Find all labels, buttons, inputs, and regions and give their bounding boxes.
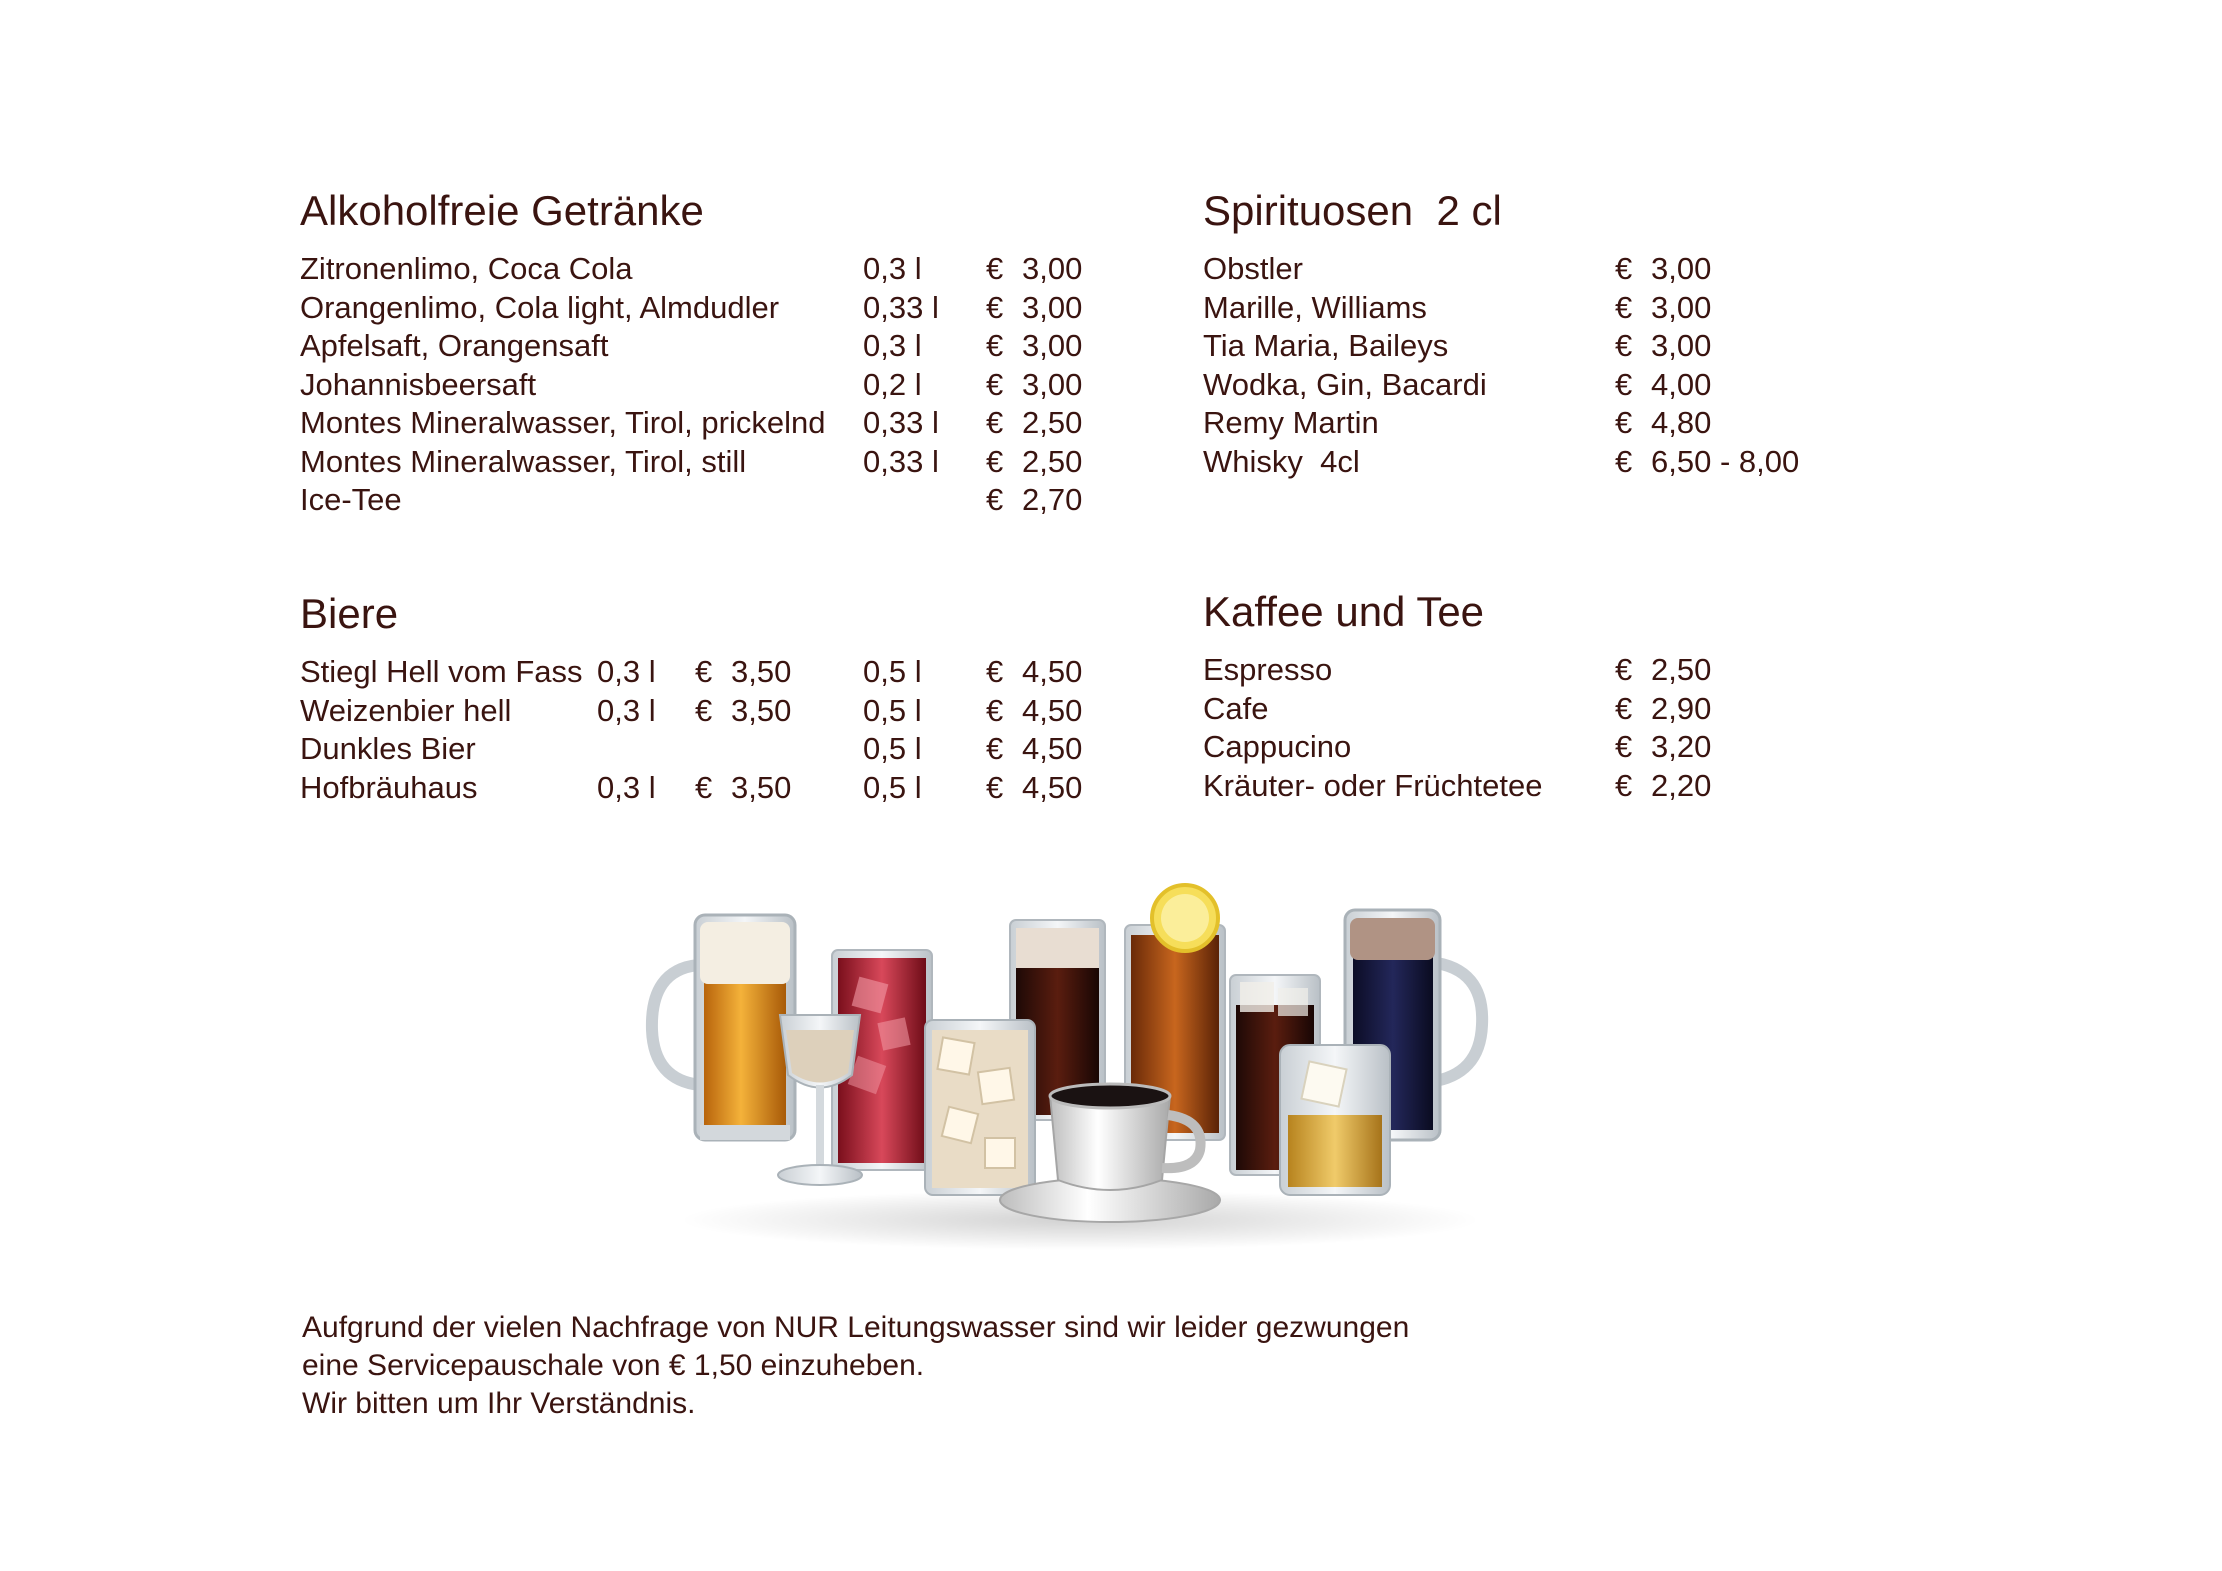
currency-symbol: € xyxy=(1615,251,1633,286)
menu-item xyxy=(1203,767,1923,806)
price-value: 2,50 xyxy=(1651,652,1712,687)
section-title-spirits: Spirituosen 2 cl xyxy=(1203,187,1502,234)
currency-symbol: € xyxy=(986,731,1004,766)
price-value: 2,90 xyxy=(1651,690,1712,726)
menu-item xyxy=(300,366,1100,405)
item-size-large: 0,5 l xyxy=(863,769,922,805)
item-price-small xyxy=(695,730,731,769)
item-price-small xyxy=(695,653,791,692)
drinks-illustration xyxy=(640,870,1520,1250)
item-name: Apfelsaft, Orangensaft xyxy=(300,328,609,363)
price-value: 4,50 xyxy=(1022,769,1083,805)
currency-symbol: € xyxy=(1615,405,1633,440)
price-value: 3,00 xyxy=(1651,251,1712,286)
item-price xyxy=(1615,289,1711,328)
item-price xyxy=(1615,651,1711,690)
item-price xyxy=(1615,366,1711,405)
price-value: 3,00 xyxy=(1651,289,1712,325)
item-name: Cafe xyxy=(1203,690,1269,726)
item-price xyxy=(986,327,1082,366)
item-price xyxy=(986,366,1082,405)
item-price-small xyxy=(695,692,791,731)
section-coffee-tea xyxy=(1203,588,1923,805)
beer-mug-icon xyxy=(652,915,795,1140)
currency-symbol: € xyxy=(986,769,1004,805)
note-line: Wir bitten um Ihr Verständnis. xyxy=(302,1387,696,1420)
item-price xyxy=(986,250,1082,289)
menu-item xyxy=(1203,651,1923,690)
item-size-small: 0,3 l xyxy=(597,769,656,805)
item-size: 0,2 l xyxy=(863,366,922,402)
currency-symbol: € xyxy=(695,692,713,728)
item-name: Remy Martin xyxy=(1203,405,1379,440)
item-price xyxy=(1615,690,1711,729)
note-line: Aufgrund der vielen Nachfrage von NUR Leitungswasser sind wir leider gezwungen xyxy=(302,1311,1410,1344)
price-value: 3,00 xyxy=(1022,328,1083,363)
price-value: 2,70 xyxy=(1022,482,1083,517)
currency-symbol: € xyxy=(986,443,1004,479)
item-size: 0,3 l xyxy=(863,328,922,363)
menu-item xyxy=(1203,404,1923,443)
item-price-large xyxy=(986,730,1082,769)
item-price-small xyxy=(695,769,791,808)
currency-symbol: € xyxy=(1615,767,1633,803)
item-name: Johannisbeersaft xyxy=(300,366,537,402)
item-price xyxy=(1615,443,1799,482)
price-value: 2,50 xyxy=(1022,443,1083,479)
section-spirits xyxy=(1203,187,1923,481)
price-value: 2,50 xyxy=(1022,405,1083,440)
section-beers xyxy=(300,590,1100,807)
price-value: 4,50 xyxy=(1022,654,1083,689)
item-price-large xyxy=(986,692,1082,731)
menu-item xyxy=(1203,690,1923,729)
item-size: 0,33 l xyxy=(863,405,939,440)
menu-item xyxy=(1203,327,1923,366)
currency-symbol: € xyxy=(986,328,1004,363)
item-price xyxy=(1615,767,1711,806)
item-price-large xyxy=(986,769,1082,808)
currency-symbol: € xyxy=(986,692,1004,728)
item-name: Espresso xyxy=(1203,652,1333,687)
item-size-small: 0,3 l xyxy=(597,654,656,689)
menu-item xyxy=(300,769,1100,808)
currency-symbol: € xyxy=(986,251,1004,286)
price-value: 4,80 xyxy=(1651,405,1712,440)
currency-symbol: € xyxy=(695,769,713,805)
item-price xyxy=(986,443,1082,482)
item-name: Hofbräuhaus xyxy=(300,769,478,805)
item-size-small: 0,3 l xyxy=(597,692,656,728)
menu-item xyxy=(1203,366,1923,405)
item-name: Montes Mineralwasser, Tirol, still xyxy=(300,443,747,479)
item-price xyxy=(986,404,1082,443)
menu-item xyxy=(300,692,1100,731)
menu-item xyxy=(300,443,1100,482)
price-value: 3,50 xyxy=(731,769,792,805)
price-value: 3,50 xyxy=(731,654,792,689)
currency-symbol: € xyxy=(986,654,1004,689)
menu-item xyxy=(300,289,1100,328)
menu-item xyxy=(300,250,1100,289)
item-size-large: 0,5 l xyxy=(863,654,922,689)
item-name: Whisky 4cl xyxy=(1203,443,1360,479)
item-name: Obstler xyxy=(1203,251,1303,286)
currency-symbol: € xyxy=(1615,443,1633,479)
item-name: Montes Mineralwasser, Tirol, prickelnd xyxy=(300,405,826,440)
price-value: 6,50 - 8,00 xyxy=(1651,443,1800,479)
menu-item xyxy=(300,404,1100,443)
currency-symbol: € xyxy=(986,482,1004,517)
section-title-beers: Biere xyxy=(300,590,399,637)
currency-symbol: € xyxy=(1615,690,1633,726)
currency-symbol: € xyxy=(695,654,713,689)
section-title-soft-drinks: Alkoholfreie Getränke xyxy=(300,187,704,234)
item-name: Orangenlimo, Cola light, Almdudler xyxy=(300,289,780,325)
currency-symbol: € xyxy=(986,289,1004,325)
item-name: Weizenbier hell xyxy=(300,692,512,728)
item-name: Tia Maria, Baileys xyxy=(1203,328,1449,363)
item-name: Cappucino xyxy=(1203,729,1352,764)
item-price xyxy=(1615,404,1711,443)
item-name: Kräuter- oder Früchtetee xyxy=(1203,767,1543,803)
item-price xyxy=(1615,250,1711,289)
price-value: 4,50 xyxy=(1022,692,1083,728)
item-size: 0,3 l xyxy=(863,251,922,286)
currency-symbol: € xyxy=(1615,729,1633,764)
price-value: 3,20 xyxy=(1651,729,1712,764)
item-price-large xyxy=(986,653,1082,692)
item-price xyxy=(986,289,1082,328)
service-note xyxy=(302,1309,1409,1423)
item-price xyxy=(1615,327,1711,366)
menu-item xyxy=(1203,728,1923,767)
item-name: Dunkles Bier xyxy=(300,731,476,766)
item-price xyxy=(1615,728,1711,767)
note-line: eine Servicepauschale von € 1,50 einzuheben. xyxy=(302,1349,925,1382)
price-value: 3,00 xyxy=(1022,366,1083,402)
currency-symbol: € xyxy=(986,405,1004,440)
price-value: 4,00 xyxy=(1651,366,1712,402)
item-size: 0,33 l xyxy=(863,289,939,325)
item-size-large: 0,5 l xyxy=(863,731,922,766)
menu-item xyxy=(300,481,1100,520)
currency-symbol: € xyxy=(1615,328,1633,363)
item-name: Marille, Williams xyxy=(1203,289,1427,325)
price-value: 3,50 xyxy=(731,692,792,728)
currency-symbol: € xyxy=(1615,652,1633,687)
menu-item xyxy=(1203,289,1923,328)
section-soft-drinks xyxy=(300,187,1100,520)
item-name: Wodka, Gin, Bacardi xyxy=(1203,366,1487,402)
menu-item xyxy=(1203,250,1923,289)
currency-symbol: € xyxy=(1615,289,1633,325)
menu-item xyxy=(300,653,1100,692)
whisky-glass-icon xyxy=(1280,1045,1390,1195)
section-title-coffee-tea: Kaffee und Tee xyxy=(1203,588,1485,635)
price-value: 3,00 xyxy=(1022,251,1083,286)
price-value: 3,00 xyxy=(1651,328,1712,363)
currency-symbol: € xyxy=(986,366,1004,402)
price-value: 2,20 xyxy=(1651,767,1712,803)
item-price xyxy=(986,481,1082,520)
iced-glass-icon xyxy=(925,1020,1035,1195)
item-name: Zitronenlimo, Coca Cola xyxy=(300,251,633,286)
item-name: Stiegl Hell vom Fass xyxy=(300,654,583,689)
item-size-large: 0,5 l xyxy=(863,692,922,728)
menu-item xyxy=(300,730,1100,769)
currency-symbol: € xyxy=(1615,366,1633,402)
item-size: 0,33 l xyxy=(863,443,939,479)
menu-item xyxy=(1203,443,1923,482)
price-value: 3,00 xyxy=(1022,289,1083,325)
price-value: 4,50 xyxy=(1022,731,1083,766)
item-name: Ice-Tee xyxy=(300,482,402,517)
menu-item xyxy=(300,327,1100,366)
